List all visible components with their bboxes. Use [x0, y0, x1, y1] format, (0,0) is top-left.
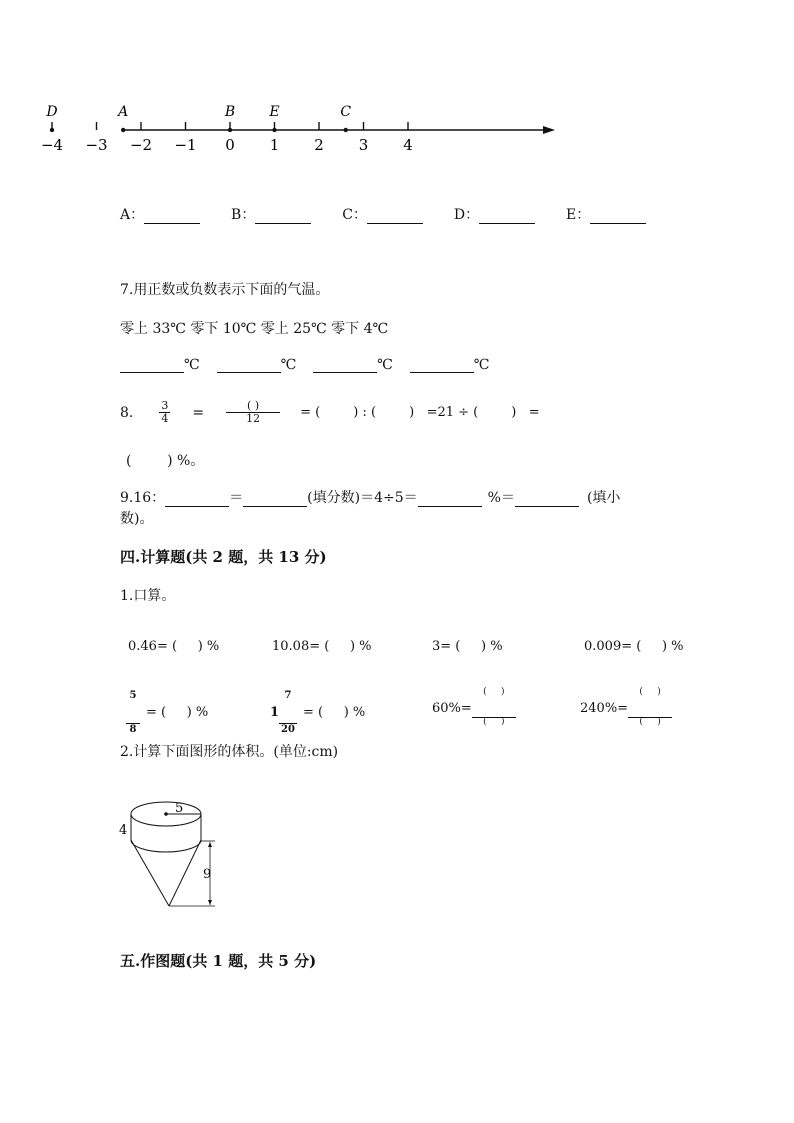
q7-blanks — [120, 357, 489, 373]
cone-left-edge — [131, 840, 169, 906]
tick-label: 0 — [225, 136, 235, 154]
q7-blank-3[interactable] — [313, 358, 377, 373]
cylinder-cone-figure — [115, 790, 235, 915]
r2c1-rest: = ( ) % — [145, 705, 209, 720]
q8-frac2-den: 12 — [226, 412, 280, 425]
q8-frac1-den: 4 — [161, 412, 169, 426]
r2c3-label: 60%= — [432, 700, 472, 716]
tick-label: 2 — [314, 136, 324, 154]
q9-part-5: (填小 — [586, 490, 621, 506]
q7-unit-1: ℃ — [184, 357, 200, 373]
cone-height-label: 9 — [203, 867, 212, 882]
tick-label: 3 — [358, 136, 369, 154]
r2c2-rest: = ( ) % — [302, 705, 366, 720]
answer-row — [120, 204, 646, 224]
cylinder-height-label: 4 — [119, 823, 128, 838]
r2c3-den: ( ) — [472, 717, 516, 728]
q9-line — [120, 487, 620, 507]
point-label-a: A — [118, 104, 129, 120]
r2c4-fraction[interactable] — [628, 668, 672, 748]
calc-r2c3 — [432, 668, 516, 748]
r2c2-whole: 1 — [270, 705, 280, 720]
q8-line2: ( ) %。 — [126, 453, 205, 469]
point-label-b: B — [224, 104, 236, 120]
tick-label: −1 — [174, 136, 197, 154]
tick-label: 1 — [269, 136, 280, 154]
section4-q2-title: 2.计算下面图形的体积。(单位:cm) — [120, 744, 339, 760]
q9-blank-1[interactable] — [165, 492, 229, 507]
answer-label-a: A： — [120, 207, 145, 223]
answer-blank-b[interactable] — [255, 209, 311, 224]
q7-temps: 零上 33℃ 零下 10℃ 零上 25℃ 零下 4℃ — [120, 321, 389, 337]
q8-equals: = — [192, 404, 205, 421]
dim-arrow-down — [208, 900, 212, 905]
section5-title: 五.作图题(共 1 题，共 5 分) — [120, 952, 317, 970]
answer-blank-a[interactable] — [144, 209, 200, 224]
calc-r1c2: 10.08= ( ) % — [272, 639, 372, 654]
tick-label: 4 — [403, 136, 413, 154]
point-label-e: E — [269, 104, 280, 120]
q9-blank-2[interactable] — [243, 492, 307, 507]
point-e — [272, 128, 276, 132]
answer-label-c: C： — [342, 207, 367, 223]
r2c2-den: 20 — [281, 724, 295, 735]
q7-blank-4[interactable] — [410, 358, 474, 373]
point-d — [50, 128, 54, 132]
radius-label: 5 — [175, 801, 184, 816]
q8-line — [120, 400, 540, 425]
calc-r1c4: 0.009= ( ) % — [584, 639, 684, 654]
answer-blank-c[interactable] — [367, 209, 423, 224]
q9-line2: 数)。 — [120, 511, 154, 527]
number-line — [40, 95, 565, 160]
cylinder-bottom-arc — [131, 840, 201, 852]
calc-r1c3: 3= ( ) % — [432, 639, 503, 654]
answer-blank-d[interactable] — [479, 209, 535, 224]
q7-blank-2[interactable] — [217, 358, 281, 373]
q9-blank-3[interactable] — [418, 492, 482, 507]
tick-label: −2 — [129, 136, 153, 154]
answer-label-d: D： — [453, 207, 480, 223]
q7-blank-1[interactable] — [120, 358, 184, 373]
q8-ratio-expression: = ( ) : ( ) =21 ÷ ( ) = — [300, 405, 540, 421]
q7-unit-2: ℃ — [280, 357, 297, 373]
q8-frac1-num: 3 — [161, 399, 169, 412]
q9-part-2: ＝ — [229, 490, 244, 506]
q8-label: 8. — [120, 404, 134, 421]
calc-r2c4 — [580, 668, 672, 748]
r2c3-fraction[interactable] — [472, 668, 516, 748]
point-a — [121, 128, 125, 132]
r2c1-num: 5 — [129, 690, 137, 701]
tick-label: −4 — [40, 136, 64, 154]
point-label-d: D — [46, 104, 58, 120]
q8-fraction-2 — [226, 400, 280, 425]
point-c — [344, 128, 348, 132]
q9-part-1: 9.16： — [120, 490, 166, 506]
r2c2-num: 7 — [284, 690, 292, 701]
point-b — [228, 128, 232, 132]
q7-unit-3: ℃ — [377, 357, 393, 373]
r2c1-den: 8 — [126, 723, 140, 735]
q9-part-4: %＝ — [487, 490, 515, 506]
r2c4-den: ( ) — [628, 717, 672, 728]
axis-arrow — [543, 126, 555, 134]
section4-q1-title: 1.口算。 — [120, 588, 176, 604]
answer-label-b: B： — [231, 207, 256, 223]
q9-part-3: (填分数)＝4÷5＝ — [307, 490, 418, 506]
q8-frac2-num[interactable]: ( ) — [247, 399, 260, 412]
calc-r1c1: 0.46= ( ) % — [128, 639, 220, 654]
q7-title: 7.用正数或负数表示下面的气温。 — [120, 282, 330, 298]
tick-label: −3 — [85, 136, 108, 154]
r2c4-num: ( ) — [639, 686, 661, 697]
q7-unit-4: ℃ — [473, 357, 490, 373]
q8-fraction-1 — [159, 400, 170, 425]
q9-blank-4[interactable] — [515, 492, 579, 507]
answer-blank-e[interactable] — [590, 209, 646, 224]
dim-arrow-up — [208, 842, 212, 847]
point-label-c: C — [340, 104, 352, 120]
r2c4-label: 240%= — [580, 700, 629, 716]
section4-title: 四.计算题(共 2 题，共 13 分) — [120, 548, 327, 566]
r2c3-num: ( ) — [483, 686, 505, 697]
answer-label-e: E： — [566, 207, 591, 223]
